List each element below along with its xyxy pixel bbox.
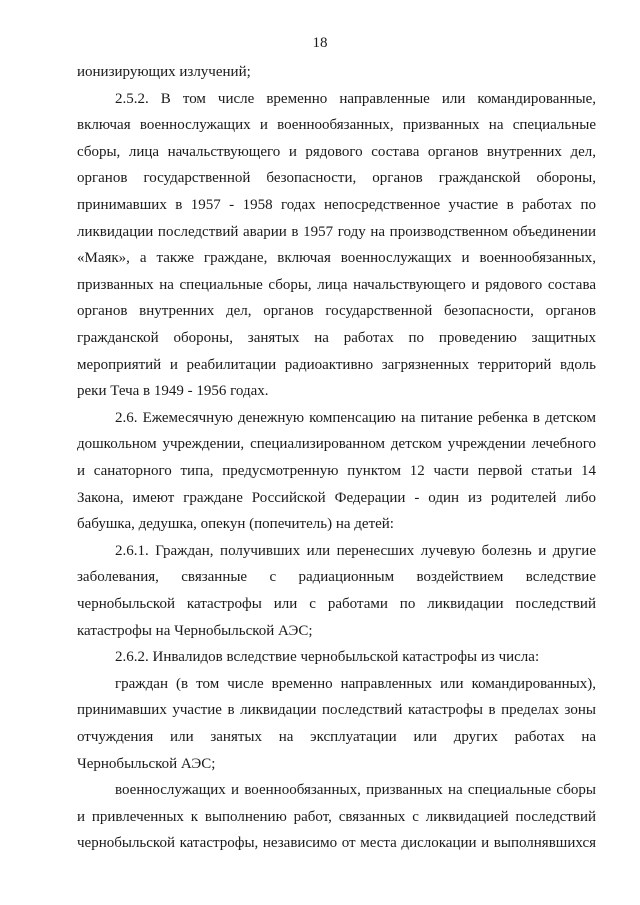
- text-line: граждан (в том числе временно направленных или командированных),: [115, 675, 596, 692]
- text-line: Чернобыльской АЭС;: [77, 755, 216, 772]
- text-line: отчуждения или занятых на эксплуатации или других работах на: [77, 729, 596, 745]
- text-line: заболевания, связанные с радиационным воздействием вследствие: [77, 569, 596, 586]
- text-line: включая военнослужащих и военнообязанных, призванных на специальные: [77, 117, 596, 134]
- text-line: ионизирующих излучений;: [77, 64, 251, 80]
- text-line: ликвидации последствий аварии в 1957 году на производственном объединении: [77, 223, 596, 240]
- text-line: сборы, лица начальствующего и рядового состава органов внутренних дел,: [77, 143, 596, 160]
- text-line: бабушка, дедушка, опекун (попечитель) на детей:: [77, 516, 394, 533]
- text-line: принимавших участие в ликвидации последствий катастрофы в пределах зоны: [77, 702, 596, 719]
- text-line: катастрофы на Чернобыльской АЭС;: [77, 622, 313, 639]
- text-line: «Маяк», а также граждане, включая военнослужащих и военнообязанных,: [77, 250, 596, 267]
- text-line: чернобыльской катастрофы или с работами по ликвидации последствий: [77, 596, 596, 612]
- text-line: 2.6.2. Инвалидов вследствие чернобыльской катастрофы из числа:: [115, 649, 540, 666]
- text-line: и санаторного типа, предусмотренную пунктом 12 части первой статьи 14: [77, 463, 596, 479]
- page-number: 18: [312, 35, 328, 51]
- text-line: органов внутренних дел, органов государственной безопасности, органов: [77, 303, 596, 320]
- text-line: 2.6. Ежемесячную денежную компенсацию на питание ребенка в детском: [115, 409, 596, 426]
- text-line: призванных на специальные сборы, лица начальствующего и рядового состава: [77, 276, 596, 293]
- text-line: реки Теча в 1949 - 1956 годах.: [77, 383, 269, 400]
- text-line: органов государственной безопасности, органов гражданской обороны,: [77, 170, 596, 187]
- text-line: и привлеченных к выполнению работ, связанных с ликвидацией последствий: [77, 808, 596, 825]
- text-line: принимавших в 1957 - 1958 годах непосредственное участие в работах по: [77, 197, 596, 213]
- text-line: военнослужащих и военнообязанных, призванных на специальные сборы: [115, 782, 596, 799]
- text-line: Закона, имеют граждане Российской Федерации - один из родителей либо: [77, 489, 596, 506]
- text-line: гражданской обороны, занятых на работах по проведению защитных: [77, 330, 596, 346]
- text-line: чернобыльской катастрофы, независимо от места дислокации и выполнявшихся: [77, 835, 596, 852]
- text-line: дошкольном учреждении, специализированном детском учреждении лечебного: [77, 436, 596, 453]
- text-line: 2.6.1. Граждан, получивших или перенесших лучевую болезнь и другие: [115, 542, 596, 559]
- text-line: 2.5.2. В том числе временно направленные или командированные,: [115, 90, 596, 107]
- text-line: мероприятий и реабилитации радиоактивно загрязненных территорий вдоль: [77, 356, 596, 373]
